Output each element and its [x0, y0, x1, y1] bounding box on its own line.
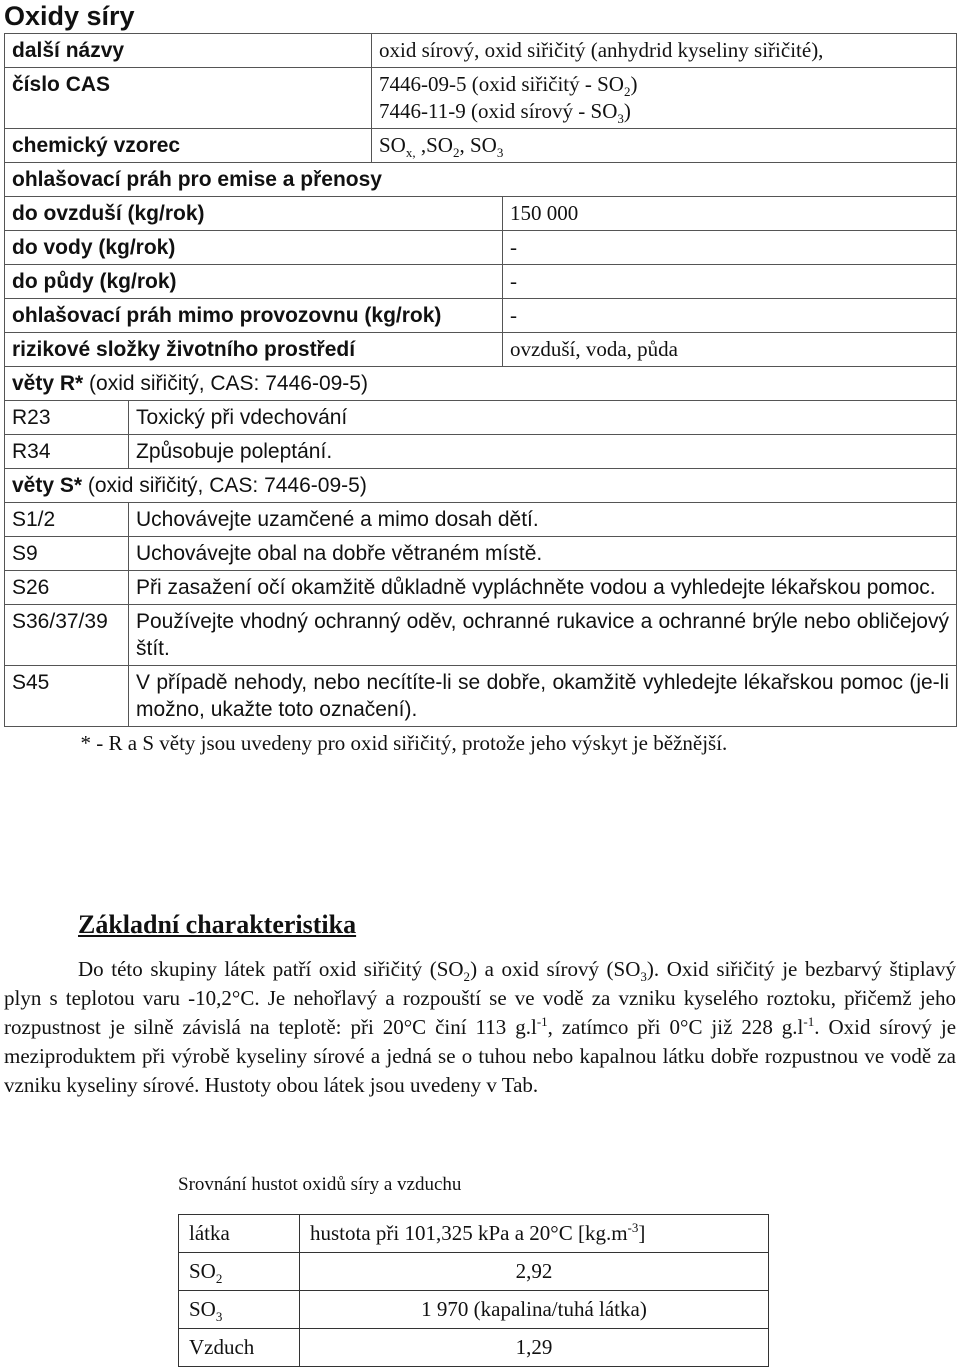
page-title: Oxidy síry [4, 1, 135, 31]
density-value: 1 970 (kapalina/tuhá látka) [300, 1291, 769, 1329]
risk-row [5, 333, 957, 367]
other-names-value: oxid sírový, oxid siřičitý (anhydrid kyseliny siřičité), [372, 34, 957, 68]
risk-label: rizikové složky životního prostředí [5, 333, 503, 367]
s-phrase-code: S36/37/39 [5, 605, 129, 666]
s-phrase-row [5, 537, 957, 571]
risk-value: ovzduší, voda, půda [503, 333, 957, 367]
s-phrase-text: Používejte vhodný ochranný oděv, ochranné rukavice a ochranné brýle nebo obličejový štít. [129, 605, 957, 666]
threshold-value: 150 000 [503, 197, 957, 231]
s-phrase-row [5, 503, 957, 537]
density-header-row [179, 1215, 769, 1253]
other-names-label: další názvy [5, 34, 372, 68]
threshold-row [5, 265, 957, 299]
footnote-row [5, 727, 957, 761]
threshold-value: - [503, 299, 957, 333]
table-caption: Srovnání hustot oxidů síry a vzduchu [178, 1174, 462, 1195]
threshold-label: do ovzduší (kg/rok) [5, 197, 503, 231]
s-phrase-row [5, 605, 957, 666]
density-substance: $SO_2$ [179, 1253, 300, 1291]
r-phrase-text: Způsobuje poleptání. [129, 435, 957, 469]
thresholds-header-row [5, 163, 957, 197]
s-phrase-text: Při zasažení očí okamžitě důkladně vypláchněte vodou a vyhledejte lékařskou pomoc. [129, 571, 957, 605]
formula-value: $SO_{x,}$ $,SO_2$, $SO_3$ [372, 129, 957, 163]
r-phrase-text: Toxický při vdechování [129, 401, 957, 435]
s-phrases-header-row [5, 469, 957, 503]
thresholds-header: ohlašovací práh pro emise a přenosy [5, 163, 957, 197]
s-phrase-row [5, 571, 957, 605]
s-phrase-code: S1/2 [5, 503, 129, 537]
other-names-row [5, 34, 957, 68]
substance-info-table [4, 33, 957, 760]
r-phrases-header-row [5, 367, 957, 401]
density-substance: Vzduch [179, 1329, 300, 1367]
cas-row [5, 68, 957, 129]
s-phrase-text: Uchovávejte uzamčené a mimo dosah dětí. [129, 503, 957, 537]
density-header-substance: látka [179, 1215, 300, 1253]
s-phrase-row [5, 666, 957, 727]
r-phrase-code: R34 [5, 435, 129, 469]
threshold-value: - [503, 265, 957, 299]
cas-so2: 7446-09-5 (oxid siřičitý - $SO_2$) [379, 72, 638, 100]
density-value: 2,92 [300, 1253, 769, 1291]
footnote: * - R a S věty jsou uvedeny pro oxid siřičitý, protože jeho výskyt je běžnější. [80, 731, 728, 755]
cas-values [372, 68, 957, 129]
s-phrase-code: S9 [5, 537, 129, 571]
r-phrase-row [5, 435, 957, 469]
density-header-density: hustota při 101,325 kPa a 20°C $[kg.m^{-3}]$ [300, 1215, 769, 1253]
density-value: 1,29 [300, 1329, 769, 1367]
density-row [179, 1329, 769, 1367]
cas-so3: 7446-11-9 (oxid sírový - $SO_3$) [379, 99, 631, 127]
density-substance: $SO_3$ [179, 1291, 300, 1329]
threshold-row [5, 197, 957, 231]
threshold-label: ohlašovací práh mimo provozovnu (kg/rok) [5, 299, 503, 333]
threshold-label: do půdy (kg/rok) [5, 265, 503, 299]
threshold-value: - [503, 231, 957, 265]
s-phrase-text: Uchovávejte obal na dobře větraném místě. [129, 537, 957, 571]
threshold-label: do vody (kg/rok) [5, 231, 503, 265]
cas-label: číslo CAS [5, 68, 372, 129]
s-phrase-code: S45 [5, 666, 129, 727]
s-phrases-header: věty S* (oxid siřičitý, CAS: 7446-09-5) [5, 469, 957, 503]
density-table [178, 1214, 769, 1367]
formula-row [5, 129, 957, 163]
threshold-row [5, 231, 957, 265]
density-row [179, 1253, 769, 1291]
r-phrase-row [5, 401, 957, 435]
characteristics-paragraph: Do této skupiny látek patří oxid siřičitý $(SO_2)$ a oxid sírový $(SO_3)$. Oxid siřičitý je bezbarvý štiplavý plyn s teplotou varu -10,2°C. Je nehořlavý a rozpouští se ve vodě za vzniku kyselého roztoku, přičemž jeho rozpustnost je silně závislá na teplotě: při 20°C činí 113 $g.l^{-1}$, zatímco při 0°C již 228 $g.l^{-1}$. Oxid sírový je meziproduktem při výrobě kyseliny sírové a jedná se o tuhou nebo kapalnou látku dobře rozpustnou ve vodě za vzniku kyseliny sírové. Hustoty obou látek jsou uvedeny v Tab. [4, 957, 957, 1097]
formula-label: chemický vzorec [5, 129, 372, 163]
r-phrase-code: R23 [5, 401, 129, 435]
density-row [179, 1291, 769, 1329]
s-phrase-code: S26 [5, 571, 129, 605]
threshold-row [5, 299, 957, 333]
section-title: Základní charakteristika [78, 910, 357, 939]
s-phrase-text: V případě nehody, nebo necítíte-li se dobře, okamžitě vyhledejte lékařskou pomoc (je-li možno, ukažte toto označení). [129, 666, 957, 727]
r-phrases-header: věty R* (oxid siřičitý, CAS: 7446-09-5) [5, 367, 957, 401]
